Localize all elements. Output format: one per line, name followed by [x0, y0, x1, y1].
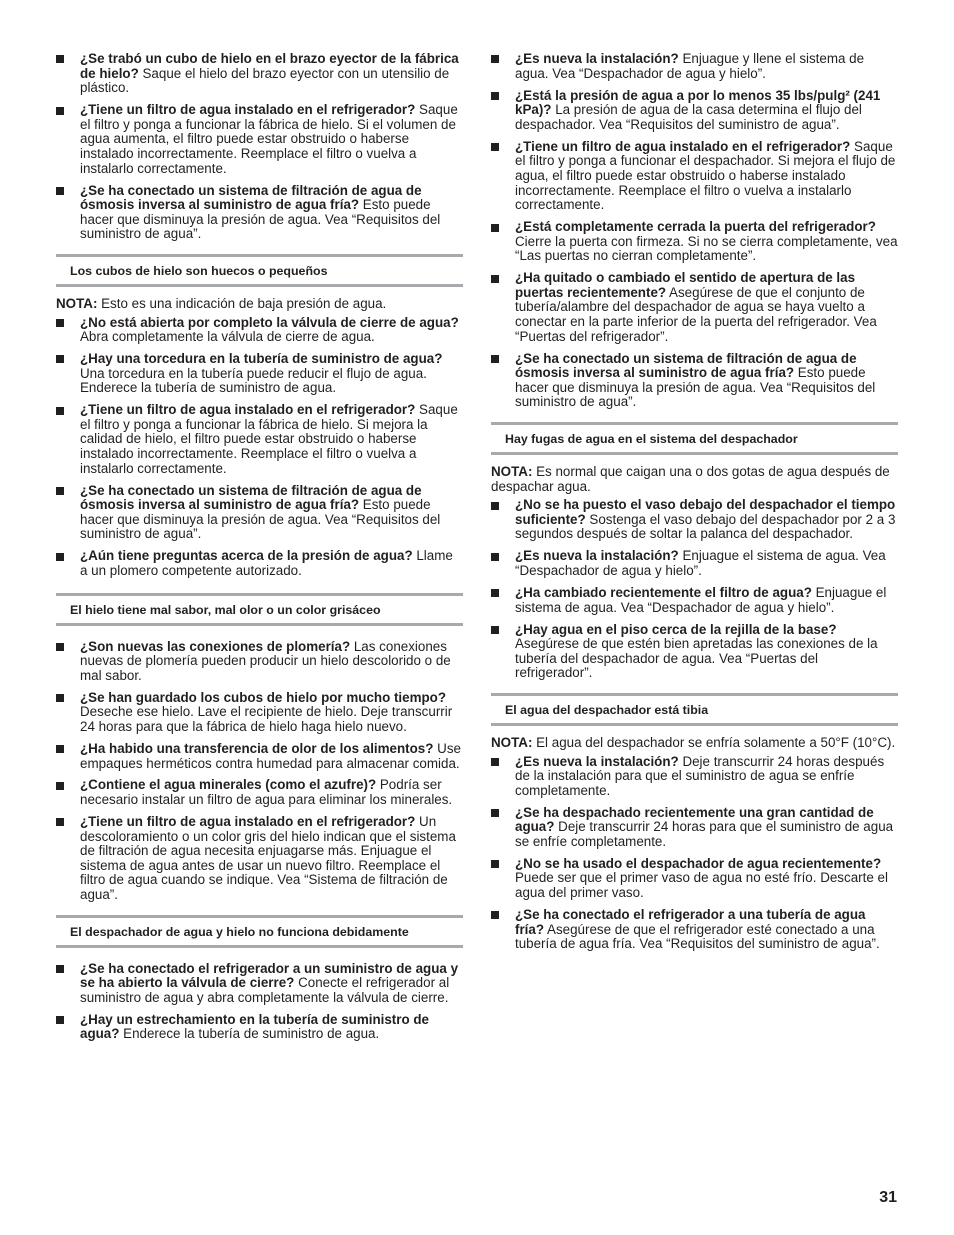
- section-rule-bottom: [491, 452, 898, 455]
- question-text: ¿Ha cambiado recientemente el filtro de agua?: [515, 584, 812, 600]
- answer-text: Una torcedura en la tubería puede reducir el flujo de agua. Enderece la tubería de suministro de agua.: [80, 365, 427, 396]
- square-bullet-icon: [491, 355, 499, 363]
- note-label: NOTA:: [491, 464, 533, 480]
- list-item: [56, 484, 463, 542]
- answer-text: Llame a un plomero competente autorizado.: [80, 548, 453, 578]
- question-text: ¿Se ha conectado el refrigerador a un suministro de agua y se ha abierto la válvula de cierre?: [80, 960, 459, 991]
- question-text: ¿Se ha conectado un sistema de filtración de agua de ósmosis inversa al suministro de agua fría?: [515, 350, 857, 381]
- answer-text: Un descoloramiento o un color gris del hielo indican que el sistema de filtración de agua necesita enjuagarse más. Enjuague el sistema de agua antes de usar un nuevo filtro. Reemplace el filtro de agua cuando se indique. Vea “Sistema de filtración de agua”.: [80, 814, 456, 903]
- square-bullet-icon: [491, 860, 499, 868]
- question-text: ¿Tiene un filtro de agua instalado en el refrigerador?: [80, 402, 416, 418]
- answer-text: Esto puede hacer que disminuya la presión de agua. Vea “Requisitos del suministro de agua”.: [80, 497, 441, 542]
- section-warm-water: [491, 693, 898, 726]
- square-bullet-icon: [491, 55, 499, 63]
- square-bullet-icon: [491, 92, 499, 100]
- answer-text: Asegúrese de que el refrigerador esté conectado a una tubería de agua fría. Vea “Requisitos del suministro de agua”.: [515, 921, 880, 952]
- note: [56, 297, 463, 312]
- list-item: [491, 271, 898, 344]
- list-item: [56, 1013, 463, 1042]
- list-item: [56, 742, 463, 771]
- list-item: [491, 586, 898, 615]
- answer-text: Saque el filtro y ponga a funcionar la fábrica de hielo. Si mejora la calidad de hielo, el filtro puede estar obstruido o haberse instalado incorrectamente. Reemplace el filtro o vuelva a instalarlo correctamente.: [80, 402, 458, 476]
- square-bullet-icon: [491, 758, 499, 766]
- list-item: [491, 857, 898, 901]
- question-text: ¿Ha habido una transferencia de olor de los alimentos?: [80, 740, 434, 756]
- square-bullet-icon: [56, 553, 64, 561]
- section-title: Hay fugas de agua en el sistema del despachador: [505, 432, 798, 447]
- list-item: [56, 316, 463, 345]
- list-item: [56, 778, 463, 807]
- list-item: [491, 140, 898, 213]
- square-bullet-icon: [491, 502, 499, 510]
- bad-taste-list: [56, 640, 463, 903]
- question-text: ¿Tiene un filtro de agua instalado en el refrigerador?: [80, 102, 416, 118]
- list-item: [491, 549, 898, 578]
- square-bullet-icon: [56, 55, 64, 63]
- answer-text: Deje transcurrir 24 horas para que el suministro de agua se enfríe completamente.: [515, 819, 894, 849]
- section-rule-bottom: [56, 284, 463, 287]
- section-title: El despachador de agua y hielo no funciona debidamente: [70, 924, 409, 939]
- list-item: [56, 815, 463, 903]
- list-item: [56, 352, 463, 396]
- list-item: [56, 52, 463, 96]
- answer-text: Abra completamente la válvula de cierre de agua.: [80, 329, 375, 345]
- question-text: ¿No se ha usado el despachador de agua recientemente?: [515, 855, 882, 871]
- question-text: ¿Se trabó un cubo de hielo en el brazo eyector de la fábrica de hielo?: [80, 51, 459, 81]
- question-text: ¿Hay una torcedura en la tubería de suministro de agua?: [80, 351, 443, 367]
- question-text: ¿No se ha puesto el vaso debajo del despachador el tiempo suficiente?: [515, 497, 896, 527]
- question-text: ¿Aún tiene preguntas acerca de la presión de agua?: [80, 548, 413, 564]
- square-bullet-icon: [491, 224, 499, 232]
- list-item: [491, 908, 898, 952]
- question-text: ¿Contiene el agua minerales (como el azufre)?: [80, 777, 377, 793]
- question-text: ¿Tiene un filtro de agua instalado en el refrigerador?: [80, 814, 416, 830]
- answer-text: Conecte el refrigerador al suministro de agua y abra completamente la válvula de cierre.: [80, 975, 450, 1005]
- answer-text: Use empaques herméticos contra humedad para almacenar comida.: [80, 740, 461, 771]
- section-dispenser-leaks: [491, 422, 898, 455]
- answer-text: Cierre la puerta con firmeza. Si no se cierra completamente, vea “Las puertas no cierran completamente”.: [515, 233, 898, 264]
- list-item: [491, 498, 898, 542]
- square-bullet-icon: [56, 407, 64, 415]
- answer-text: Saque el filtro y ponga a funcionar el despachador. Si mejora el flujo de agua, el filtro puede estar obstruido o haberse instalado incorrectamente. Reemplace el filtro o vuelva a instalarlo correctamente.: [515, 138, 896, 213]
- list-item: [491, 89, 898, 133]
- note: [491, 465, 898, 494]
- square-bullet-icon: [491, 911, 499, 919]
- question-text: ¿Es nueva la instalación?: [515, 753, 679, 769]
- answer-text: Sostenga el vaso debajo del despachador por 2 a 3 segundos después de soltar la palanca del despachador.: [515, 511, 896, 542]
- answer-text: Enjuague el sistema de agua. Vea “Despachador de agua y hielo”.: [515, 548, 886, 578]
- square-bullet-icon: [56, 965, 64, 973]
- answer-text: Podría ser necesario instalar un filtro de agua para eliminar los minerales.: [80, 777, 453, 808]
- answer-text: Enjuague el sistema de agua. Vea “Despachador de agua y hielo”.: [515, 584, 887, 615]
- section-title: Los cubos de hielo son huecos o pequeños: [70, 263, 328, 278]
- section-bad-taste: [56, 593, 463, 626]
- square-bullet-icon: [491, 553, 499, 561]
- note: [491, 736, 898, 751]
- section-rule-bottom: [56, 945, 463, 948]
- list-item: [56, 691, 463, 735]
- answer-text: Saque el hielo del brazo eyector con un utensilio de plástico.: [80, 65, 450, 96]
- answer-text: Esto puede hacer que disminuya la presión de agua. Vea “Requisitos del suministro de agua”.: [80, 197, 441, 242]
- question-text: ¿Tiene un filtro de agua instalado en el refrigerador?: [515, 138, 851, 154]
- list-item: [491, 352, 898, 410]
- question-text: ¿Se ha conectado un sistema de filtración de agua de ósmosis inversa al suministro de agua fría?: [80, 482, 422, 513]
- square-bullet-icon: [491, 275, 499, 283]
- answer-text: Puede ser que el primer vaso de agua no esté frío. Descarte el agua del primer vaso.: [515, 870, 888, 901]
- section-dispenser-not-working: [56, 915, 463, 948]
- square-bullet-icon: [56, 745, 64, 753]
- intro-list-right: [491, 52, 898, 410]
- question-text: ¿Es nueva la instalación?: [515, 51, 679, 66]
- page-number: 31: [879, 1189, 897, 1206]
- square-bullet-icon: [56, 818, 64, 826]
- question-text: ¿Se ha despachado recientemente una gran cantidad de agua?: [515, 804, 874, 835]
- section-title: El agua del despachador está tibia: [505, 702, 709, 717]
- note-text: El agua del despachador se enfría solamente a 50°F (10°C).: [532, 734, 896, 750]
- note-label: NOTA:: [56, 295, 98, 311]
- section-rule-bottom: [56, 623, 463, 626]
- dispenser-not-working-list: [56, 962, 463, 1042]
- note-text: Esto es una indicación de baja presión de agua.: [97, 295, 387, 311]
- list-item: [56, 962, 463, 1006]
- note-text: Es normal que caigan una o dos gotas de agua después de despachar agua.: [491, 464, 890, 494]
- answer-text: La presión de agua de la casa determina el flujo del despachador. Vea “Requisitos del suministro de agua”.: [515, 102, 862, 132]
- right-column: [491, 52, 898, 959]
- list-item: [491, 220, 898, 264]
- square-bullet-icon: [491, 589, 499, 597]
- left-column: [56, 52, 463, 1049]
- square-bullet-icon: [56, 1016, 64, 1024]
- note-label: NOTA:: [491, 734, 533, 750]
- answer-text: Deseche ese hielo. Lave el recipiente de hielo. Deje transcurrir 24 horas para que la fábrica de hielo haga hielo nuevo.: [80, 704, 453, 734]
- answer-text: Deje transcurrir 24 horas después de la instalación para que el suministro de agua se enfríe completamente.: [515, 753, 885, 798]
- question-text: ¿Ha quitado o cambiado el sentido de apertura de las puertas recientemente?: [515, 270, 856, 300]
- list-item: [491, 806, 898, 850]
- section-rule-bottom: [491, 723, 898, 726]
- list-item: [56, 403, 463, 476]
- square-bullet-icon: [56, 694, 64, 702]
- section-hollow-cubes: [56, 254, 463, 287]
- hollow-cubes-list: [56, 316, 463, 579]
- answer-text: Las conexiones nuevas de plomería pueden producir un hielo descolorido o de mal sabor.: [80, 638, 451, 683]
- list-item: [56, 184, 463, 242]
- square-bullet-icon: [56, 319, 64, 327]
- answer-text: Saque el filtro y ponga a funcionar la fábrica de hielo. Si el volumen de agua aumenta, el filtro puede estar obstruido o haberse instalado incorrectamente. Reemplace el filtro o vuelva a instalarlo correctamente.: [80, 102, 458, 176]
- square-bullet-icon: [56, 782, 64, 790]
- square-bullet-icon: [56, 355, 64, 363]
- dispenser-leaks-list: [491, 498, 898, 681]
- square-bullet-icon: [56, 643, 64, 651]
- square-bullet-icon: [56, 187, 64, 195]
- square-bullet-icon: [56, 487, 64, 495]
- answer-text: Esto puede hacer que disminuya la presión de agua. Vea “Requisitos del suministro de agua”.: [515, 365, 876, 410]
- question-text: ¿Se han guardado los cubos de hielo por mucho tiempo?: [80, 689, 447, 705]
- square-bullet-icon: [491, 626, 499, 634]
- answer-text: Asegúrese de que el conjunto de tubería/alambre del despachador de agua se haya vuelto a conectar en la parte inferior de la puerta del refrigerador. Vea “Puertas del refrigerador”.: [515, 284, 877, 344]
- answer-text: Enderece la tubería de suministro de agua.: [119, 1026, 380, 1042]
- square-bullet-icon: [56, 107, 64, 115]
- question-text: ¿Está completamente cerrada la puerta del refrigerador?: [515, 219, 876, 235]
- list-item: [56, 549, 463, 578]
- question-text: ¿Está la presión de agua a por lo menos 35 lbs/pulg² (241 kPa)?: [515, 87, 881, 118]
- answer-text: Enjuague y llene el sistema de agua. Vea “Despachador de agua y hielo”.: [515, 51, 865, 81]
- question-text: ¿Hay un estrechamiento en la tubería de suministro de agua?: [80, 1011, 429, 1042]
- question-text: ¿Se ha conectado el refrigerador a una tubería de agua fría?: [515, 907, 866, 937]
- list-item: [491, 52, 898, 81]
- question-text: ¿Son nuevas las conexiones de plomería?: [80, 638, 351, 654]
- answer-text: Asegúrese de que estén bien apretadas las conexiones de la tubería del despachador de agua. Vea “Puertas del refrigerador”.: [515, 636, 878, 681]
- list-item: [56, 103, 463, 176]
- list-item: [491, 623, 898, 681]
- intro-list-left: [56, 52, 463, 242]
- warm-water-list: [491, 755, 898, 952]
- question-text: ¿Es nueva la instalación?: [515, 548, 679, 564]
- question-text: ¿Hay agua en el piso cerca de la rejilla de la base?: [515, 621, 837, 637]
- list-item: [56, 640, 463, 684]
- question-text: ¿Se ha conectado un sistema de filtración de agua de ósmosis inversa al suministro de agua fría?: [80, 182, 422, 213]
- square-bullet-icon: [491, 809, 499, 817]
- square-bullet-icon: [491, 143, 499, 151]
- section-title: El hielo tiene mal sabor, mal olor o un color grisáceo: [70, 602, 381, 617]
- list-item: [491, 755, 898, 799]
- question-text: ¿No está abierta por completo la válvula de cierre de agua?: [80, 314, 459, 330]
